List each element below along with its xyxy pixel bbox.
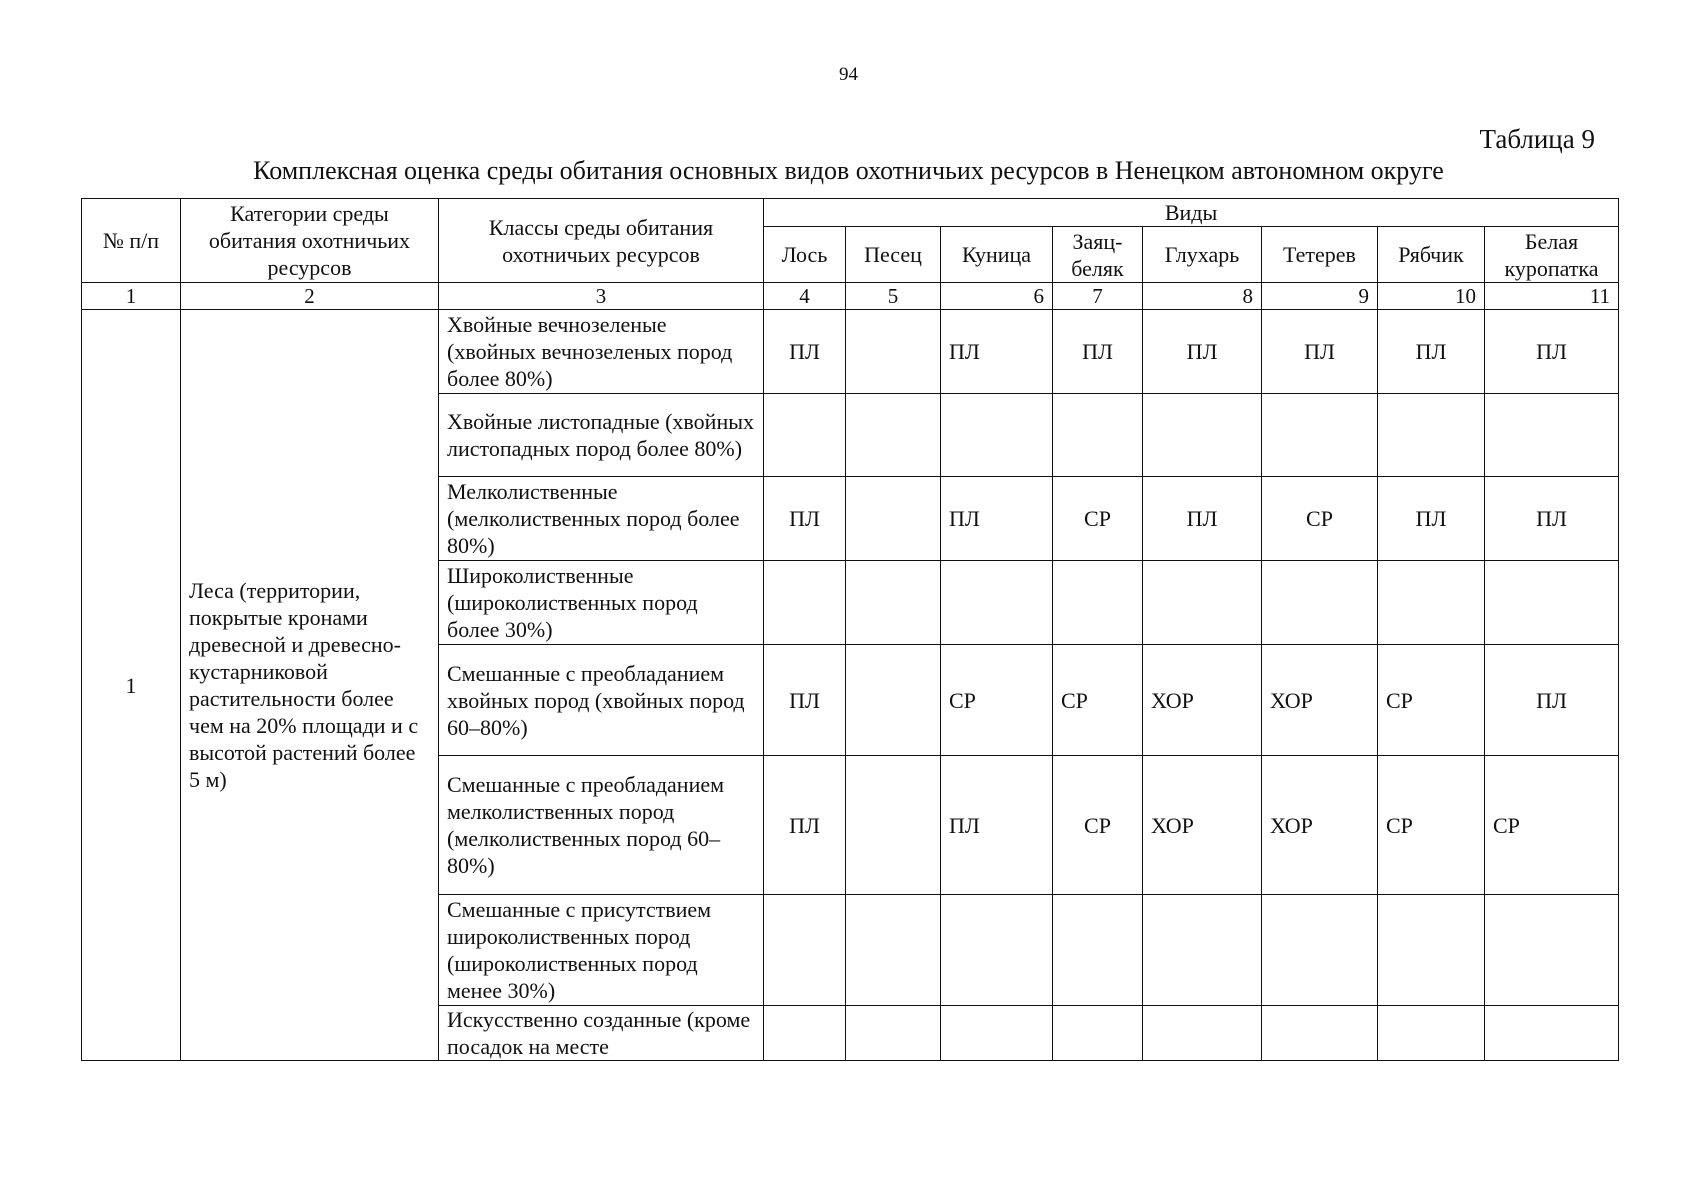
- table-title: Комплексная оценка среды обитания основных видов охотничьих ресурсов в Ненецком автономном округе: [253, 156, 1444, 185]
- header-species: Заяц-беляк: [1053, 227, 1143, 283]
- header-species: Белая куропатка: [1485, 227, 1619, 283]
- value-cell: [941, 1006, 1053, 1061]
- header-species: Глухарь: [1143, 227, 1262, 283]
- header-species: Тетерев: [1262, 227, 1378, 283]
- value-cell: ПЛ: [764, 310, 846, 394]
- value-cell: [846, 895, 941, 1006]
- value-cell: [941, 394, 1053, 477]
- value-cell: ХОР: [1143, 756, 1262, 895]
- column-number: 2: [181, 283, 439, 310]
- header-num: № п/п: [82, 199, 181, 283]
- value-cell: [1053, 895, 1143, 1006]
- value-cell: ПЛ: [941, 756, 1053, 895]
- value-cell: [1143, 895, 1262, 1006]
- value-cell: ПЛ: [1485, 477, 1619, 561]
- value-cell: [1053, 394, 1143, 477]
- value-cell: СР: [1053, 756, 1143, 895]
- column-number: 3: [439, 283, 764, 310]
- column-number: 10: [1378, 283, 1485, 310]
- value-cell: [1262, 1006, 1378, 1061]
- page-number: 94: [839, 64, 858, 85]
- value-cell: [846, 310, 941, 394]
- value-cell: [846, 645, 941, 756]
- category-cell: Леса (территории, покрытые кронами древесной и древесно-кустарниковой растительности более чем на 20% площади и с высотой растений более 5 м): [181, 310, 439, 1061]
- column-number: 5: [846, 283, 941, 310]
- value-cell: [1485, 1006, 1619, 1061]
- value-cell: [1262, 394, 1378, 477]
- header-species: Лось: [764, 227, 846, 283]
- column-number: 4: [764, 283, 846, 310]
- value-cell: ХОР: [1143, 645, 1262, 756]
- value-cell: [846, 394, 941, 477]
- value-cell: СР: [1378, 645, 1485, 756]
- class-cell: Искусственно созданные (кроме посадок на месте: [439, 1006, 764, 1061]
- value-cell: [846, 1006, 941, 1061]
- value-cell: [764, 394, 846, 477]
- value-cell: ХОР: [1262, 645, 1378, 756]
- value-cell: СР: [1053, 477, 1143, 561]
- value-cell: ПЛ: [1143, 310, 1262, 394]
- value-cell: [764, 561, 846, 645]
- value-cell: [1053, 561, 1143, 645]
- column-number: 8: [1143, 283, 1262, 310]
- value-cell: ПЛ: [1485, 645, 1619, 756]
- value-cell: [1378, 561, 1485, 645]
- class-cell: Смешанные с преобладанием хвойных пород (хвойных пород 60–80%): [439, 645, 764, 756]
- table-label: Таблица 9: [1479, 124, 1595, 154]
- value-cell: [1485, 394, 1619, 477]
- value-cell: ПЛ: [1053, 310, 1143, 394]
- value-cell: [1143, 394, 1262, 477]
- header-species: Рябчик: [1378, 227, 1485, 283]
- value-cell: ПЛ: [764, 477, 846, 561]
- value-cell: [941, 561, 1053, 645]
- column-number: 6: [941, 283, 1053, 310]
- value-cell: [1262, 561, 1378, 645]
- value-cell: ПЛ: [1262, 310, 1378, 394]
- header-species-group: Виды: [764, 199, 1619, 227]
- class-cell: Широколиственные (широколиственных пород более 30%): [439, 561, 764, 645]
- value-cell: СР: [941, 645, 1053, 756]
- value-cell: ПЛ: [1378, 310, 1485, 394]
- value-cell: [1378, 1006, 1485, 1061]
- column-number: 9: [1262, 283, 1378, 310]
- value-cell: ПЛ: [764, 756, 846, 895]
- value-cell: [764, 1006, 846, 1061]
- value-cell: ПЛ: [1143, 477, 1262, 561]
- class-cell: Смешанные с преобладанием мелколиственных пород (мелколиственных пород 60–80%): [439, 756, 764, 895]
- value-cell: [1485, 895, 1619, 1006]
- value-cell: [1485, 561, 1619, 645]
- habitat-assessment-table: [81, 198, 1619, 1061]
- row-index: 1: [82, 310, 181, 1061]
- value-cell: ПЛ: [764, 645, 846, 756]
- class-cell: Хвойные листопадные (хвойных листопадных пород более 80%): [439, 394, 764, 477]
- class-cell: Смешанные с присутствием широколиственных пород (широколиственных пород менее 30%): [439, 895, 764, 1006]
- value-cell: ПЛ: [1378, 477, 1485, 561]
- value-cell: СР: [1378, 756, 1485, 895]
- value-cell: [1143, 1006, 1262, 1061]
- value-cell: СР: [1262, 477, 1378, 561]
- header-species: Песец: [846, 227, 941, 283]
- value-cell: ПЛ: [941, 477, 1053, 561]
- value-cell: [1378, 895, 1485, 1006]
- value-cell: [846, 756, 941, 895]
- value-cell: [941, 895, 1053, 1006]
- value-cell: СР: [1053, 645, 1143, 756]
- header-category: Категории среды обитания охотничьих ресурсов: [181, 199, 439, 283]
- class-cell: Мелколиственные (мелколиственных пород более 80%): [439, 477, 764, 561]
- value-cell: ПЛ: [941, 310, 1053, 394]
- column-number: 11: [1485, 283, 1619, 310]
- table-row: [82, 310, 1619, 394]
- value-cell: [1262, 895, 1378, 1006]
- value-cell: [1053, 1006, 1143, 1061]
- column-number-row: [82, 283, 1619, 310]
- value-cell: [764, 895, 846, 1006]
- value-cell: ХОР: [1262, 756, 1378, 895]
- header-species: Куница: [941, 227, 1053, 283]
- value-cell: [846, 561, 941, 645]
- value-cell: [846, 477, 941, 561]
- column-number: 1: [82, 283, 181, 310]
- value-cell: ПЛ: [1485, 310, 1619, 394]
- header-class: Классы среды обитания охотничьих ресурсов: [439, 199, 764, 283]
- value-cell: СР: [1485, 756, 1619, 895]
- class-cell: Хвойные вечнозеленые (хвойных вечнозеленых пород более 80%): [439, 310, 764, 394]
- value-cell: [1378, 394, 1485, 477]
- value-cell: [1143, 561, 1262, 645]
- column-number: 7: [1053, 283, 1143, 310]
